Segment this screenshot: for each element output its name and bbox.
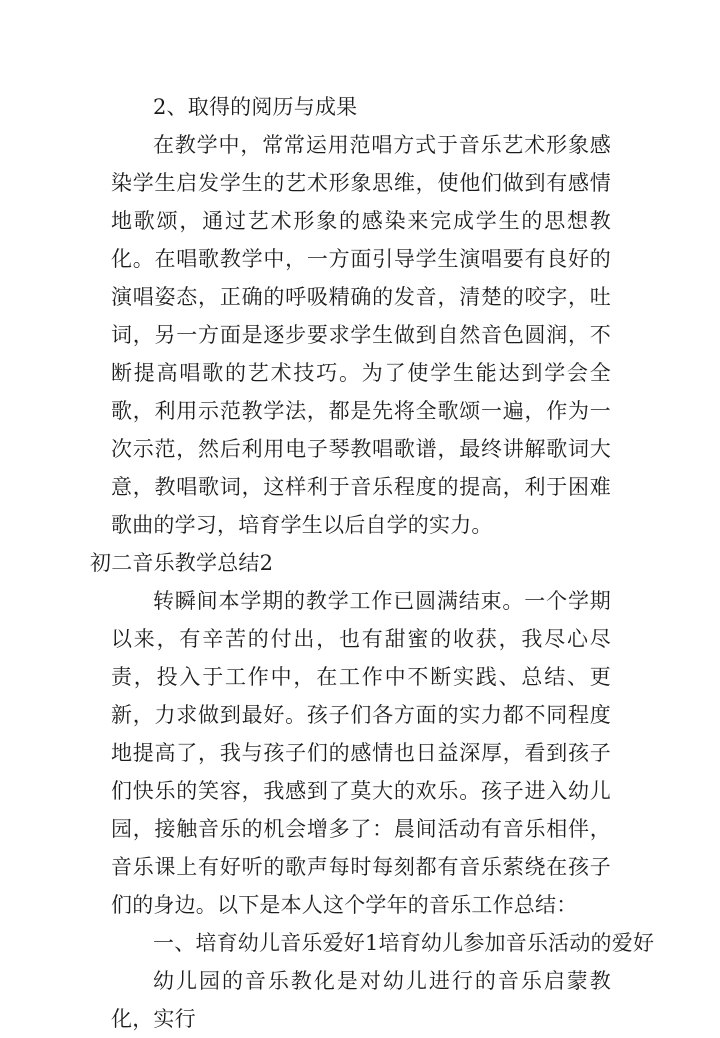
paragraph-text: 转瞬间本学期的教学工作已圆满结束。一个学期以来，有辛苦的付出，也有甜蜜的收获，我尽心尽责，投入于工作中，在工作中不断实践、总结、更新，力求做到最好。孩子们各方面的实力都不同程度地提高了，我与孩子们的感情也日益深厚，看到孩子们快乐的笑容，我感到了莫大的欢乐。孩子进入幼儿园，接触音乐的机会增多了：晨间活动有音乐相伴，音乐课上有好听的歌声每时每刻都有音乐萦绕在孩子们的身边。以下是本人这个学年的音乐工作总结： [111, 589, 611, 917]
article-title: 初二音乐教学总结2 [90, 551, 274, 575]
paragraph-text: 幼儿园的音乐教化是对幼儿进行的音乐启蒙教化，实行 [111, 969, 611, 1031]
section-subheading: 一、培育幼儿音乐爱好1培育幼儿参加音乐活动的爱好 [153, 931, 655, 955]
paragraph-text: 在教学中，常常运用范唱方式于音乐艺术形象感染学生启发学生的艺术形象思维，使他们做到有感情地歌颂，通过艺术形象的感染来完成学生的思想教化。在唱歌教学中，一方面引导学生演唱要有良好的演唱姿态，正确的呼吸精确的发音，清楚的咬字，吐词，另一方面是逐步要求学生做到自然音色圆润，不断提高唱歌的艺术技巧。为了使学生能达到学会全歌，利用示范教学法，都是先将全歌颂一遍，作为一次示范，然后利用电子琴教唱歌谱，最终讲解歌词大意，教唱歌词，这样利于音乐程度的提高，利于困难歌曲的学习，培育学生以后自学的实力。 [111, 133, 611, 537]
section-heading: 2、取得的阅历与成果 [153, 95, 358, 119]
document-body [90, 88, 655, 1038]
